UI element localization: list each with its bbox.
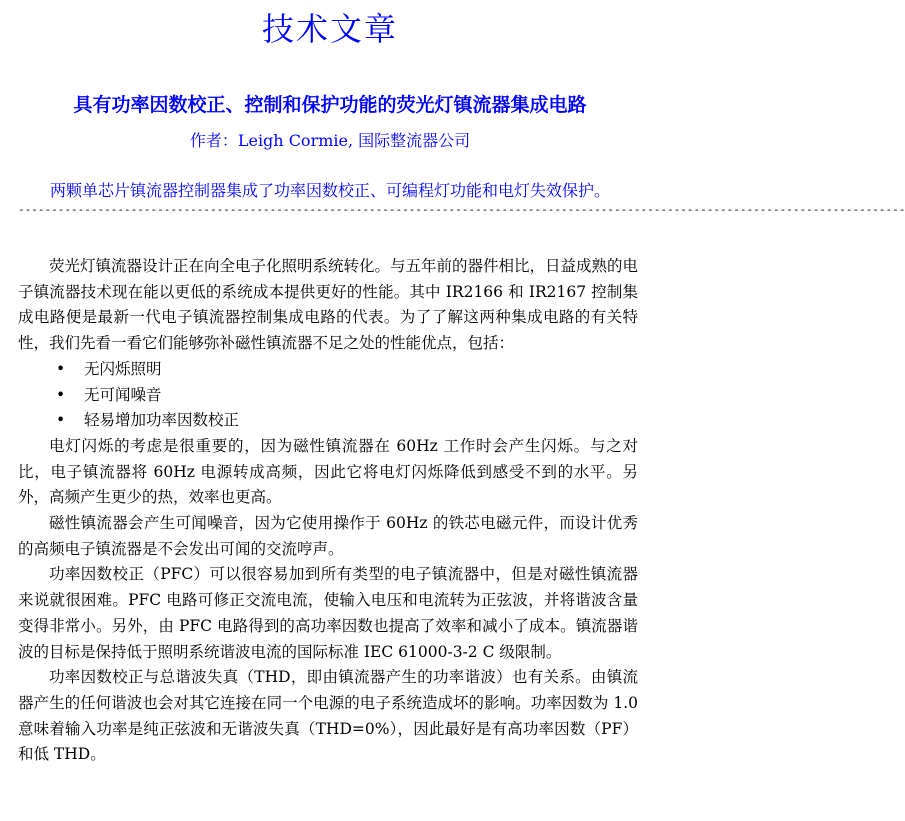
paragraph-flicker: 电灯闪烁的考虑是很重要的，因为磁性镇流器在 60Hz 工作时会产生闪烁。与之对比，电子镇流器将 60Hz 电源转成高频，因此它将电灯闪烁降低到感受不到的水平。另外，高频产生更少的热，效率也更高。 xyxy=(18,436,638,507)
list-item xyxy=(56,357,638,383)
bullet-icon: • xyxy=(56,411,66,430)
bullet-icon: • xyxy=(56,385,66,404)
benefits-list xyxy=(18,357,638,434)
paragraph-pfc: 功率因数校正（PFC）可以很容易加到所有类型的电子镇流器中，但是对磁性镇流器来说就很困难。PFC 电路可修正交流电流，使输入电压和电流转为正弦波，并将谐波含量变得非常小。另外，由 PFC 电路得到的高功率因数也提高了效率和减小了成本。镇流器谐波的目标是保持低于照明系统谐波电流的国际标准 IEC 61000-3-2 C 级限制。 xyxy=(18,565,638,661)
section-title: 技术文章 xyxy=(261,10,398,48)
list-item-text: 无闪烁照明 xyxy=(84,359,162,378)
paragraph-thd: 功率因数校正与总谐波失真（THD，即由镇流器产生的功率谐波）也有关系。由镇流器产生的任何谐波也会对其它连接在同一个电源的电子系统造成坏的影响。功率因数为 1.0 意味着输入功率是纯正弦波和无谐波失真（THD=0%），因此最好是有高功率因数（PF）和低 THD。 xyxy=(18,668,638,764)
list-item xyxy=(56,408,638,434)
article-body xyxy=(18,254,638,768)
list-item xyxy=(56,383,638,409)
author-line: 作者：Leigh Cormie, 国际整流器公司 xyxy=(189,131,471,150)
list-item-text: 轻易增加功率因数校正 xyxy=(84,411,240,430)
paragraph-intro: 荧光灯镇流器设计正在向全电子化照明系统转化。与五年前的器件相比，日益成熟的电子镇流器技术现在能以更低的系统成本提供更好的性能。其中 IR2166 和 IR2167 控制集成电路便是最新一代电子镇流器控制集成电路的代表。为了了解这两种集成电路的有关特性，我们先看一看它们能够弥补磁性镇流器不足之处的性能优点，包括： xyxy=(18,257,639,353)
paragraph-noise: 磁性镇流器会产生可闻噪音，因为它使用操作于 60Hz 的铁芯电磁元件，而设计优秀的高频电子镇流器是不会发出可闻的交流哼声。 xyxy=(18,514,638,558)
article-title: 具有功率因数校正、控制和保护功能的荧光灯镇流器集成电路 xyxy=(73,94,587,116)
list-item-text: 无可闻噪音 xyxy=(84,385,162,404)
bullet-icon: • xyxy=(56,359,66,378)
article-summary: 两颗单芯片镇流器控制器集成了功率因数校正、可编程灯功能和电灯失效保护。 xyxy=(49,181,610,200)
dashed-divider: -------------------------------------------------------------------------------------------------------------------------------------- xyxy=(18,203,905,216)
